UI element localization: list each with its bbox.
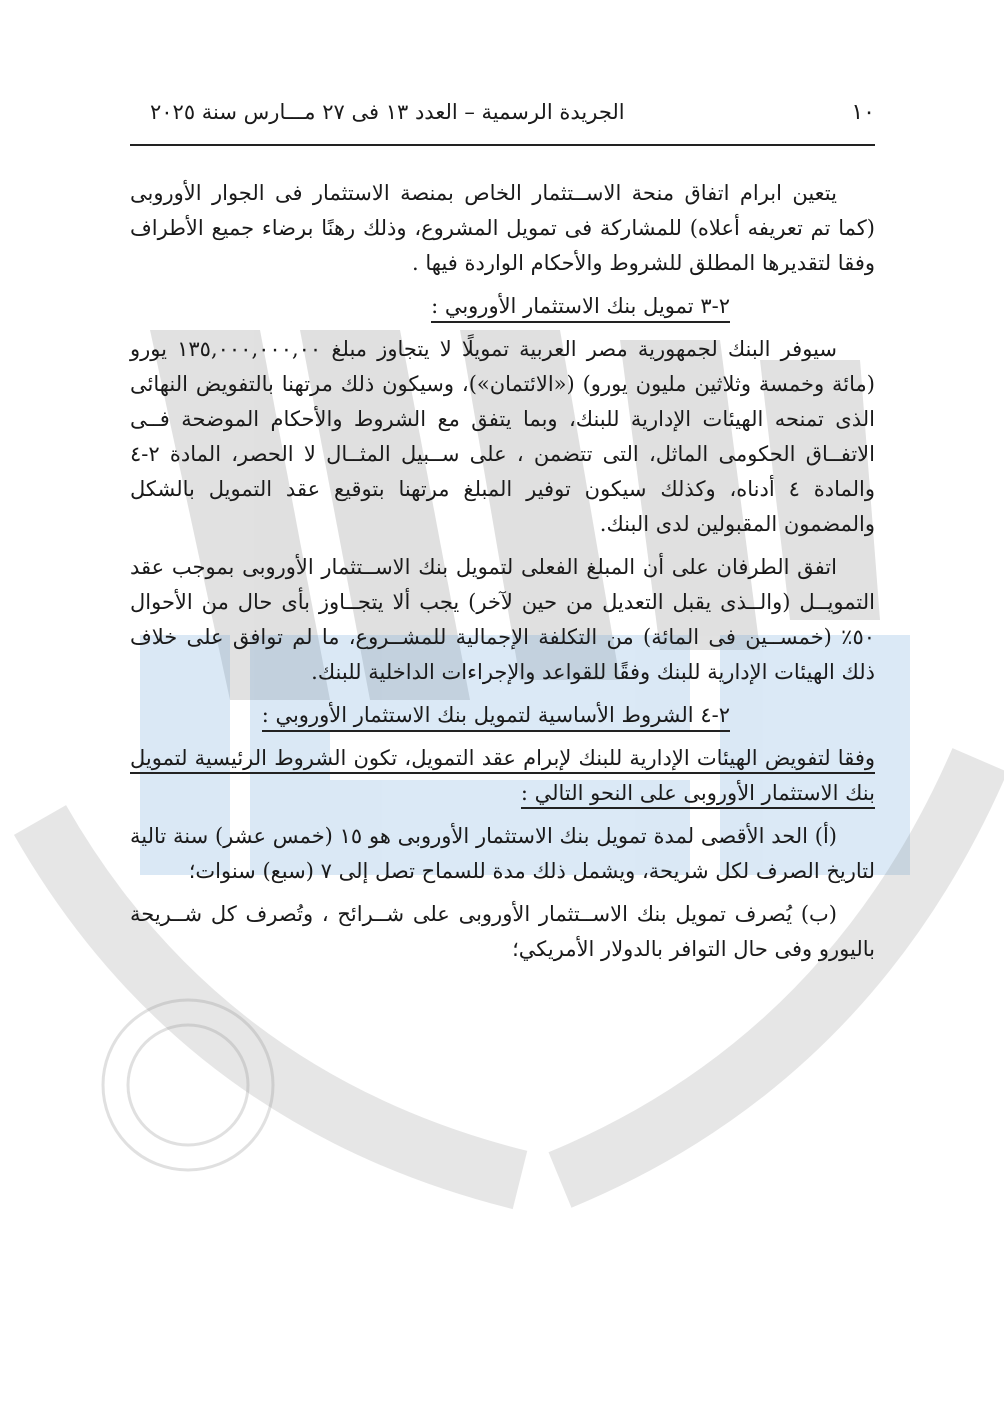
section-heading-2-3: ٢-٣ تمويل بنك الاستثمار الأوروبي : (130, 289, 875, 324)
paragraph-term-a: (أ) الحد الأقصى لمدة تمويل بنك الاستثمار الأوروبى هو ١٥ (خمس عشر) سنة تالية لتاريخ الصرف لكل شريحة، ويشمل ذلك مدة للسماح تصل إلى ٧ (سبع) سنوات؛ (130, 824, 875, 883)
paragraph-grant: يتعين ابرام اتفاق منحة الاســتثمار الخاص بمنصة الاستثمار فى الجوار الأوروبى (كما تم تعريفه أعلاه) للمشاركة فى تمويل المشروع، وذلك رهنًا برضاء جميع الأطراف وفقا لتقديرها المطلق للشروط والأحكام الواردة فيها . (130, 181, 875, 275)
section-heading-2-4: ٢-٤ الشروط الأساسية لتمويل بنك الاستثمار الأوروبي : (130, 698, 875, 733)
document-page (130, 100, 875, 967)
paragraph-financing: سيوفر البنك لجمهورية مصر العربية تمويلًا لا يتجاوز مبلغ ١٣٥,٠٠٠,٠٠٠,٠٠ يورو (مائة وخمسة وثلاثين مليون يورو) («الائتمان»)، وسيكون ذلك مرتهنا بالتفويض النهائى الذى تمنحه الهيئات الإدارية للبنك، وبما يتفق مع الشروط والأحكام الموضحة فــى الاتفــاق الحكومى الماثل، التى تتضمن ، على ســبيل المثــال لا الحصر، المادة ٢-٤ والمادة ٤ أدناه، وكذلك سيكون توفير المبلغ مرتهنا بتوقيع عقد التمويل بالشكل والمضمون المقبولين لدى البنك. (130, 337, 875, 536)
paragraph-term-b: (ب) يُصرف تمويل بنك الاســتثمار الأوروبى على شــرائح ، وتُصرف كل شــريحة باليورو وفى حال التوافر بالدولار الأمريكي؛ (130, 902, 875, 961)
gazette-title: الجريدة الرسمية – العدد ١٣ فى ٢٧ مـــارس سنة ٢٠٢٥ (150, 100, 625, 124)
paragraph-main-terms: وفقا لتفويض الهيئات الإدارية للبنك لإبرام عقد التمويل، تكون الشروط الرئيسية لتمويل بنك الاستثمار الأوروبى على النحو التالي : (130, 741, 875, 811)
page-header (130, 100, 875, 146)
paragraph-amount-limit: اتفق الطرفان على أن المبلغ الفعلى لتمويل بنك الاســتثمار الأوروبى بموجب عقد التمويــل (والــذى يقبل التعديل من حين لآخر) يجب ألا يتجــاوز بأى حال من الأحوال ٥٠٪ (خمســين فى المائة) من التكلفة الإجمالية للمشــروع، ما لم توافق على خلاف ذلك الهيئات الإدارية للبنك وفقًا للقواعد والإجراءات الداخلية للبنك. (130, 555, 875, 684)
page-number: ١٠ (851, 100, 875, 125)
